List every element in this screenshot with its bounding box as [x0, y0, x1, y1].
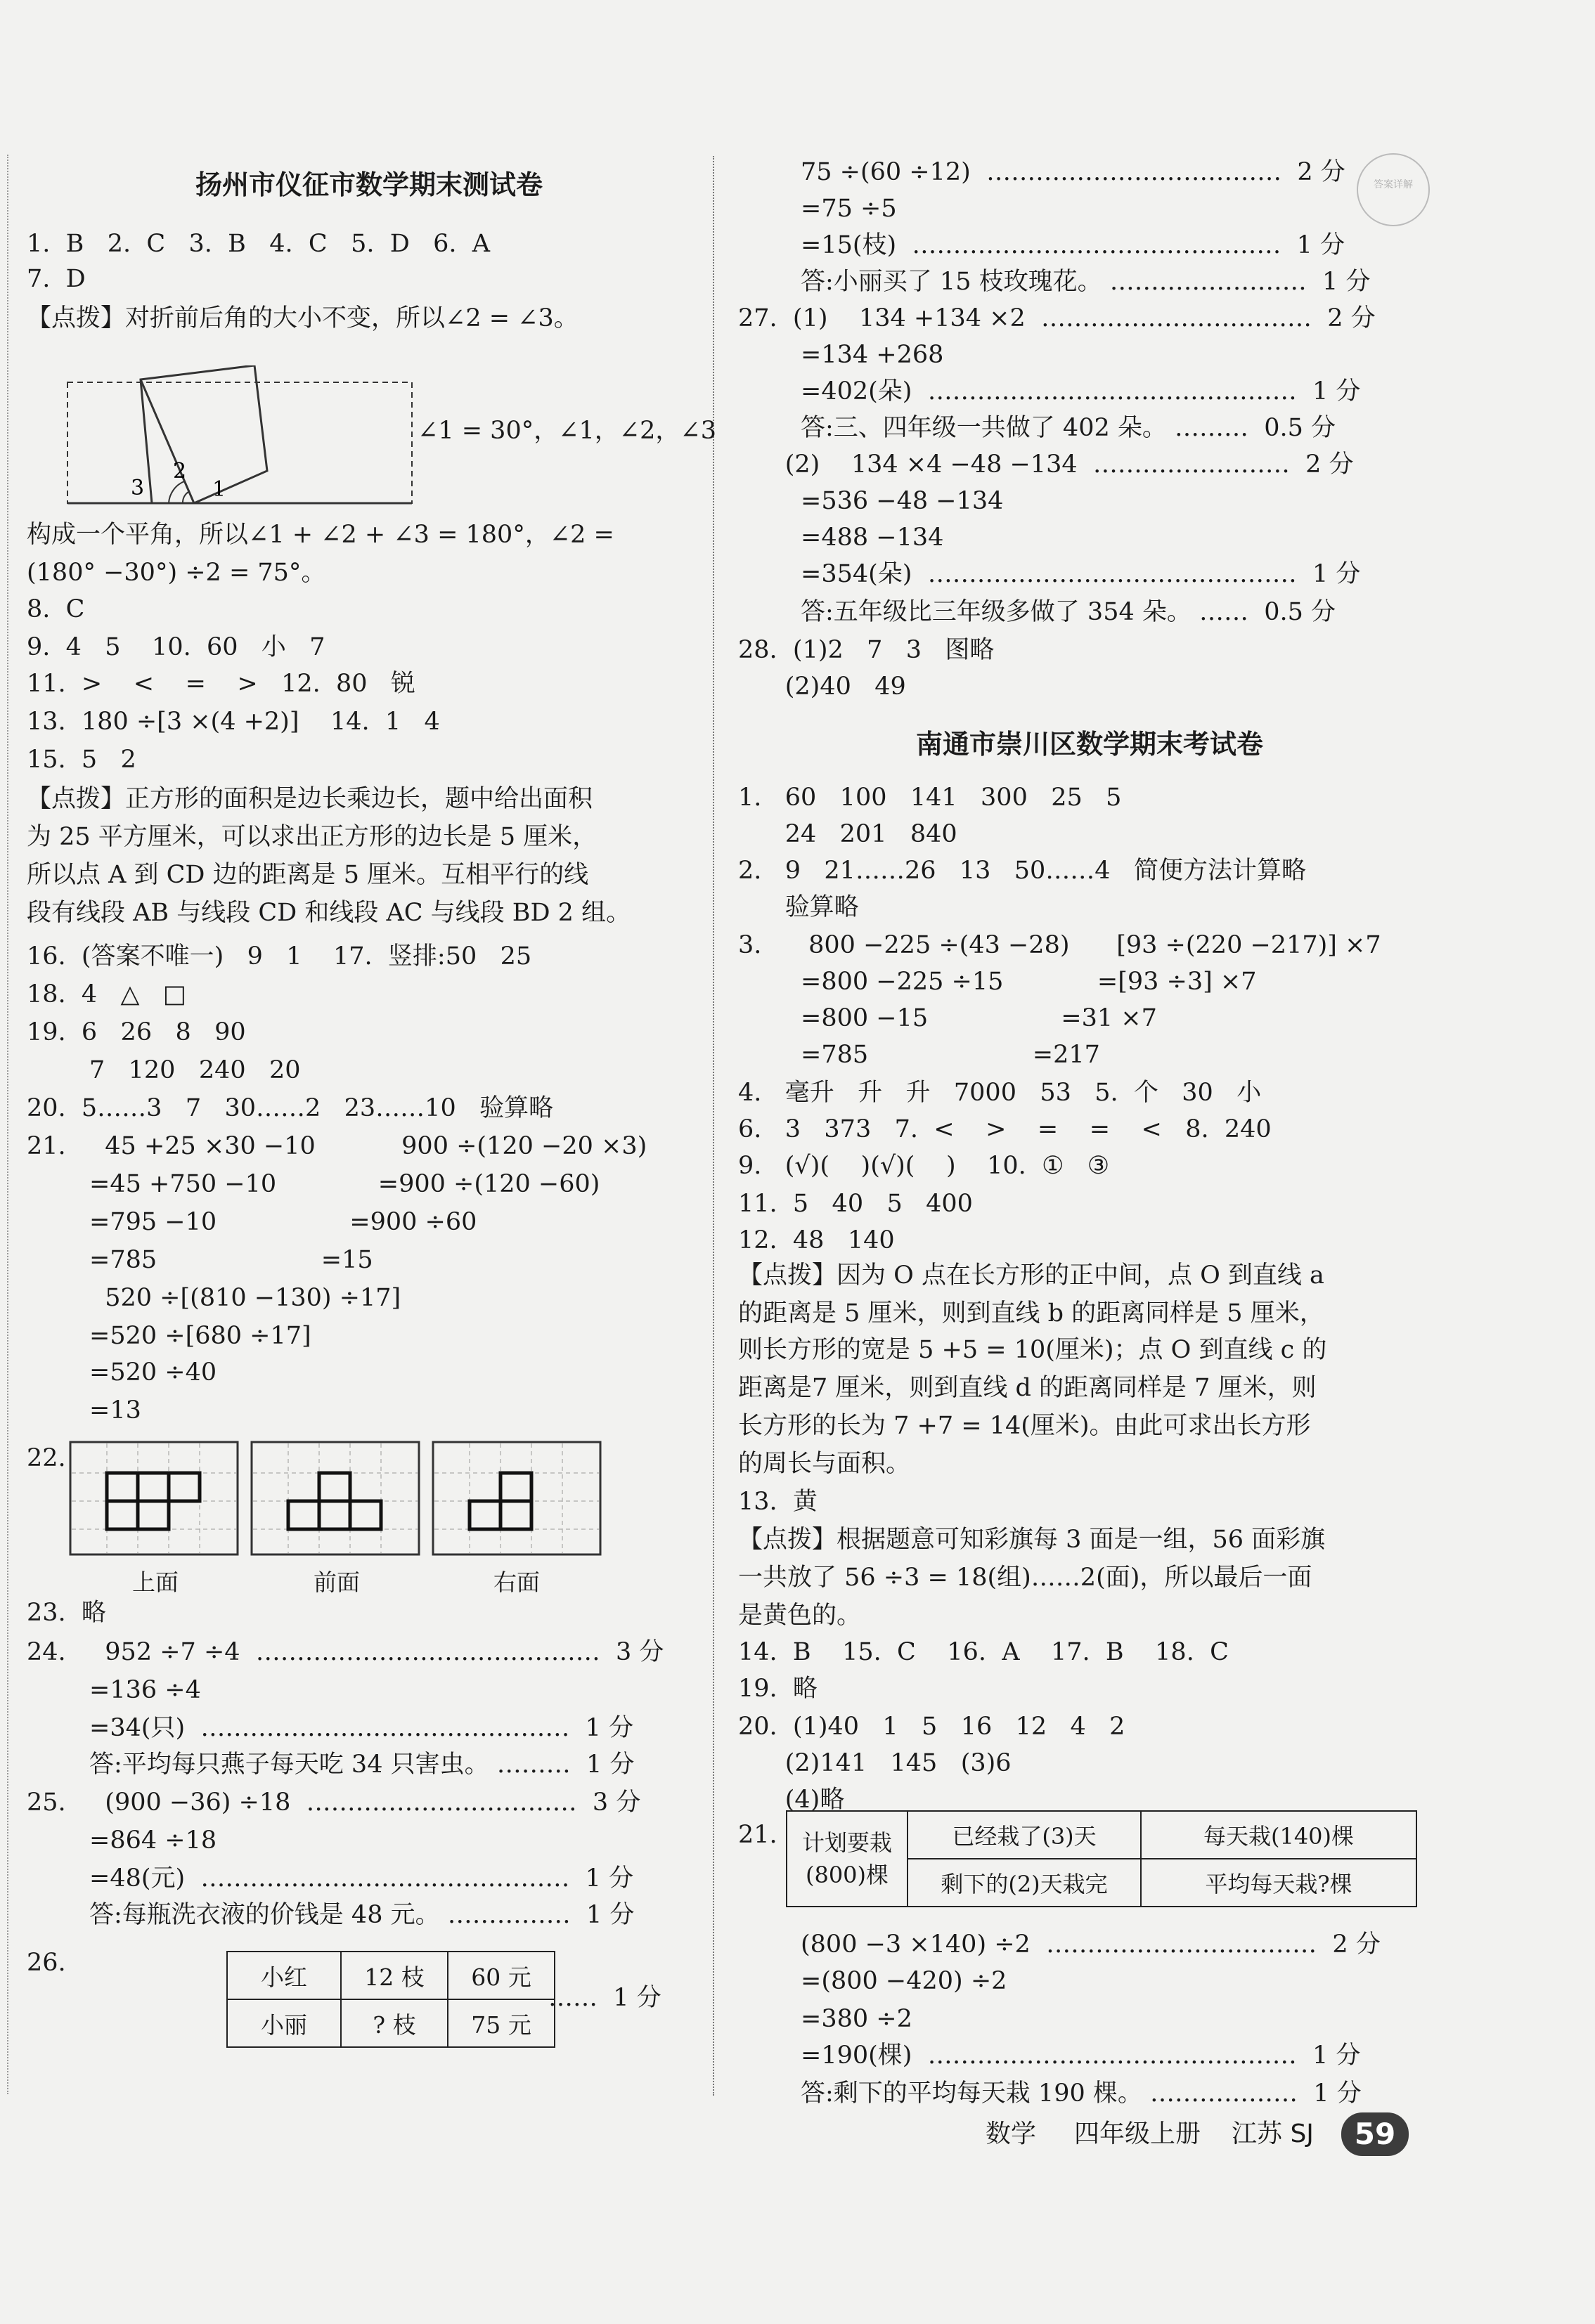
answer-line: 2. 9 21……26 13 50……4 简便方法计算略: [738, 857, 1306, 885]
answer-line: 构成一个平角，所以∠1 + ∠2 + ∠3 = 180°，∠2 =: [27, 521, 614, 549]
answer-line: 答:剩下的平均每天栽 190 棵。 ……………… 1 分: [738, 2079, 1362, 2108]
answer-line: 18. 4 △ □: [27, 980, 186, 1008]
answer-line: (2)40 49: [738, 673, 906, 701]
answer-line: 1. 60 100 141 300 25 5: [738, 784, 1122, 812]
answer-line: 21.: [738, 1821, 777, 1849]
answer-line: (180° −30°) ÷2 = 75°。: [27, 559, 326, 587]
view-top-label: 上面: [132, 1569, 179, 1596]
answer-line: =785 =217: [738, 1041, 1100, 1069]
answer-line: 13. 180 ÷[3 ×(4 +2)] 14. 1 4: [27, 708, 440, 736]
answer-line: =48(元) ……………………………………… 1 分: [27, 1864, 634, 1893]
answer-line: 15. 5 2: [27, 746, 136, 774]
plan-label: 计划要栽: [801, 1829, 892, 1856]
answer-line: 【点拨】因为 O 点在长方形的正中间，点 O 到直线 a: [738, 1261, 1324, 1290]
view-frame: [252, 1442, 419, 1554]
answer-line: 7. D: [27, 265, 86, 293]
angle-1-label: 1: [212, 477, 226, 502]
fold-figure-caption: ∠1 = 30°，∠1，∠2，∠3: [418, 417, 716, 445]
angle-3-label: 3: [131, 476, 145, 500]
answer-line: 24. 952 ÷7 ÷4 …………………………………… 3 分: [27, 1638, 664, 1666]
answer-line: 段有线段 AB 与线段 CD 和线段 AC 与线段 BD 2 组。: [27, 899, 631, 927]
answer-line: 答:平均每只燕子每天吃 34 只害虫。 ……… 1 分: [27, 1751, 635, 1779]
problem-26-score: …… 1 分: [548, 1984, 661, 2012]
view-front-label: 前面: [314, 1569, 360, 1596]
footer-grade: 四年级上册: [1074, 2119, 1201, 2148]
table-row: [227, 1999, 555, 2047]
answer-line: 【点拨】根据题意可知彩旗每 3 面是一组，56 面彩旗: [738, 1526, 1326, 1554]
answer-line: 验算略: [738, 893, 859, 921]
angle-2-label: 2: [173, 459, 187, 483]
table-cell: 每天栽(140)棵: [1141, 1811, 1416, 1859]
problem-26-table: [226, 1951, 555, 2048]
right-section-title: 南通市崇川区数学期末考试卷: [915, 728, 1263, 760]
answer-line: (800 −3 ×140) ÷2 …………………………… 2 分: [738, 1930, 1381, 1959]
answer-line: =34(只) ……………………………………… 1 分: [27, 1714, 634, 1742]
answer-line: 【点拨】对折前后角的大小不变，所以∠2 = ∠3。: [27, 304, 579, 332]
answer-line: =380 ÷2: [738, 2005, 912, 2033]
answer-line: =785 =15: [27, 1246, 373, 1274]
view-square: [107, 1473, 138, 1501]
answer-line: 则长方形的宽是 5 +5 = 10(厘米)；点 O 到直线 c 的: [738, 1336, 1327, 1364]
view-square: [107, 1501, 138, 1529]
answer-line: =134 +268: [738, 341, 944, 369]
view-right-label: 右面: [493, 1569, 540, 1596]
watermark-stamp: [1357, 153, 1430, 226]
answer-line: 14. B 15. C 16. A 17. B 18. C: [738, 1638, 1229, 1666]
answer-line: 答:每瓶洗衣液的价钱是 48 元。 …………… 1 分: [27, 1901, 635, 1929]
answer-line: 21. 45 +25 ×30 −10 900 ÷(120 −20 ×3): [27, 1132, 647, 1160]
answer-line: 16. (答案不唯一) 9 1 17. 竖排:50 25: [27, 942, 532, 971]
answer-line: (4)略: [738, 1786, 845, 1814]
left-section-title: 扬州市仪征市数学期末测试卷: [195, 169, 543, 200]
answer-line: =536 −48 −134: [738, 487, 1004, 515]
answer-line: 19. 略: [738, 1675, 818, 1703]
answer-line: 20. 5……3 7 30……2 23……10 验算略: [27, 1094, 554, 1122]
answer-line: =354(朵) ……………………………………… 1 分: [738, 560, 1361, 588]
answer-line: =190(棵) ……………………………………… 1 分: [738, 2041, 1361, 2070]
answer-line: 12. 48 140: [738, 1226, 895, 1254]
answer-line: 24 201 840: [738, 820, 957, 848]
view-frame: [433, 1442, 600, 1554]
answer-line: 一共放了 56 ÷3 = 18(组)……2(面)，所以最后一面: [738, 1564, 1312, 1592]
table-row: [227, 1952, 555, 1999]
answer-line: 20. (1)40 1 5 16 12 4 2: [738, 1713, 1125, 1741]
table-row: [787, 1811, 1416, 1859]
answer-line: (2)141 145 (3)6: [738, 1749, 1012, 1777]
answer-line: 9. (√)( )(√)( ) 10. ① ③: [738, 1152, 1110, 1180]
table-cell: 剩下的(2)天栽完: [908, 1859, 1141, 1907]
table-cell: 12 枝: [341, 1952, 448, 1999]
table-cell: 小丽: [227, 1999, 341, 2047]
answer-line: =520 ÷[680 ÷17]: [27, 1322, 311, 1350]
answer-line: 520 ÷[(810 −130) ÷17]: [27, 1284, 401, 1312]
answer-line: 的距离是 5 厘米，则到直线 b 的距离同样是 5 厘米，: [738, 1299, 1324, 1327]
answer-line: =864 ÷18: [27, 1826, 217, 1855]
answer-line: 答:三、四年级一共做了 402 朵。 ……… 0.5 分: [738, 414, 1336, 442]
answer-line: 22.: [27, 1444, 66, 1472]
footer-edition: 江苏 SJ: [1232, 2119, 1314, 2148]
answer-line: =800 −15 =31 ×7: [738, 1004, 1157, 1032]
answer-line: 的周长与面积。: [738, 1450, 911, 1478]
answer-line: 【点拨】正方形的面积是边长乘边长，题中给出面积: [27, 785, 593, 813]
answer-line: 19. 6 26 8 90: [27, 1018, 246, 1046]
table-cell: [787, 1811, 908, 1907]
answer-line: 8. C: [27, 595, 85, 623]
answer-line: 所以点 A 到 CD 边的距离是 5 厘米。互相平行的线: [27, 861, 589, 889]
stamp-text: 答案详解: [1374, 179, 1413, 190]
table-cell: 60 元: [448, 1952, 555, 1999]
answer-line: 为 25 平方厘米，可以求出正方形的边长是 5 厘米，: [27, 823, 598, 851]
problem-21-table: [786, 1810, 1417, 1907]
answer-line: 26.: [27, 1949, 66, 1977]
answer-line: 7 120 240 20: [27, 1056, 301, 1084]
view-frame: [70, 1442, 238, 1554]
table-cell: 平均每天栽?棵: [1141, 1859, 1416, 1907]
answer-line: =45 +750 −10 =900 ÷(120 −60): [27, 1170, 600, 1198]
answer-line: 11. > < = > 12. 80 锐: [27, 670, 415, 698]
answer-line: =800 −225 ÷15 =[93 ÷3] ×7: [738, 968, 1257, 996]
answer-line: 27. (1) 134 +134 ×2 …………………………… 2 分: [738, 304, 1376, 332]
page-number-badge: 59: [1341, 2112, 1409, 2156]
view-square: [470, 1501, 501, 1529]
answer-line: 6. 3 373 7. < > = = < 8. 240: [738, 1115, 1272, 1143]
views-grids: [69, 1441, 610, 1560]
answer-line: 长方形的长为 7 +7 = 14(厘米)。由此可求出长方形: [738, 1412, 1311, 1440]
view-square: [319, 1473, 350, 1501]
view-square: [138, 1501, 169, 1529]
answer-line: 11. 5 40 5 400: [738, 1190, 973, 1218]
answer-line: 距离是7 厘米，则到直线 d 的距离同样是 7 厘米，则: [738, 1374, 1317, 1402]
answer-line: =(800 −420) ÷2: [738, 1967, 1007, 1995]
view-square: [169, 1473, 200, 1501]
answer-line: 28. (1)2 7 3 图略: [738, 636, 995, 664]
answer-line: 1. B 2. C 3. B 4. C 5. D 6. A: [27, 230, 491, 258]
answer-line: =520 ÷40: [27, 1358, 217, 1387]
answer-line: (2) 134 ×4 −48 −134 …………………… 2 分: [738, 450, 1354, 479]
answer-line: =795 −10 =900 ÷60: [27, 1208, 477, 1236]
answer-line: =75 ÷5: [738, 195, 897, 223]
answer-line: 9. 4 5 10. 60 小 7: [27, 633, 325, 661]
answer-line: =488 −134: [738, 524, 944, 552]
answer-line: 4. 毫升 升 升 7000 53 5. 个 30 小: [738, 1079, 1262, 1107]
view-square: [319, 1501, 350, 1529]
view-square: [350, 1501, 381, 1529]
answer-line: 是黄色的。: [738, 1602, 862, 1630]
footer-subject: 数学: [986, 2119, 1037, 2148]
view-square: [138, 1473, 169, 1501]
answer-line: 25. (900 −36) ÷18 …………………………… 3 分: [27, 1789, 641, 1817]
view-square: [501, 1501, 531, 1529]
table-cell: 已经栽了(3)天: [908, 1811, 1141, 1859]
answer-line: =136 ÷4: [27, 1676, 201, 1704]
answer-line: =13: [27, 1396, 141, 1424]
answer-line: 23. 略: [27, 1599, 106, 1627]
fold-diagram: [63, 365, 429, 513]
view-square: [288, 1501, 319, 1529]
answer-line: =402(朵) ……………………………………… 1 分: [738, 377, 1361, 405]
answer-line: 答:小丽买了 15 枝玫瑰花。 …………………… 1 分: [738, 268, 1371, 296]
plan-value: (800)棵: [805, 1862, 889, 1888]
table-cell: 小红: [227, 1952, 341, 1999]
table-cell: ? 枝: [341, 1999, 448, 2047]
answer-line: 3. 800 −225 ÷(43 −28) [93 ÷(220 −217)] ×7: [738, 931, 1381, 959]
answer-line: 13. 黄: [738, 1488, 818, 1516]
answer-line: =15(枝) ……………………………………… 1 分: [738, 231, 1345, 259]
answer-line: 75 ÷(60 ÷12) ……………………………… 2 分: [738, 158, 1345, 186]
view-square: [501, 1473, 531, 1501]
left-margin-rule: [7, 155, 8, 2094]
table-cell: 75 元: [448, 1999, 555, 2047]
answer-line: 答:五年级比三年级多做了 354 朵。 …… 0.5 分: [738, 598, 1336, 626]
